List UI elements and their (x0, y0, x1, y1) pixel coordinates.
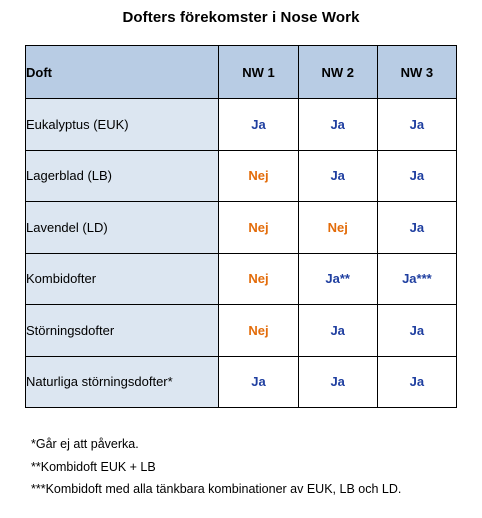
footnote: ***Kombidoft med alla tänkbara kombinationer av EUK, LB och LD. (31, 482, 402, 496)
row-name: Lavendel (LD) (26, 202, 219, 254)
header-doft: Doft (26, 46, 219, 99)
cell-value: Ja (298, 150, 377, 202)
header-nw3: NW 3 (377, 46, 456, 99)
scent-table (25, 45, 457, 408)
table-row (26, 99, 457, 151)
cell-value: Ja*** (377, 253, 456, 305)
table-row (26, 305, 457, 357)
table-header-row (26, 46, 457, 99)
cell-value: Ja (377, 305, 456, 357)
cell-value: Ja** (298, 253, 377, 305)
footnote: *Går ej att påverka. (31, 437, 139, 451)
footnotes (31, 433, 401, 501)
cell-value: Nej (298, 202, 377, 254)
cell-value: Nej (219, 202, 298, 254)
cell-value: Ja (219, 356, 298, 408)
table-row (26, 356, 457, 408)
header-nw2: NW 2 (298, 46, 377, 99)
cell-value: Ja (219, 99, 298, 151)
cell-value: Ja (298, 99, 377, 151)
row-name: Eukalyptus (EUK) (26, 99, 219, 151)
row-name: Lagerblad (LB) (26, 150, 219, 202)
row-name: Störningsdofter (26, 305, 219, 357)
cell-value: Nej (219, 253, 298, 305)
cell-value: Nej (219, 150, 298, 202)
cell-value: Ja (377, 99, 456, 151)
cell-value: Ja (377, 150, 456, 202)
cell-value: Ja (377, 356, 456, 408)
table-row (26, 150, 457, 202)
header-nw1: NW 1 (219, 46, 298, 99)
footnote: **Kombidoft EUK + LB (31, 459, 156, 474)
cell-value: Ja (298, 356, 377, 408)
page-title: Dofters förekomster i Nose Work (122, 9, 360, 26)
row-name: Naturliga störningsdofter* (26, 356, 219, 408)
row-name: Kombidofter (26, 253, 219, 305)
table-row (26, 253, 457, 305)
cell-value: Ja (377, 202, 456, 254)
cell-value: Nej (219, 305, 298, 357)
table-row (26, 202, 457, 254)
cell-value: Ja (298, 305, 377, 357)
